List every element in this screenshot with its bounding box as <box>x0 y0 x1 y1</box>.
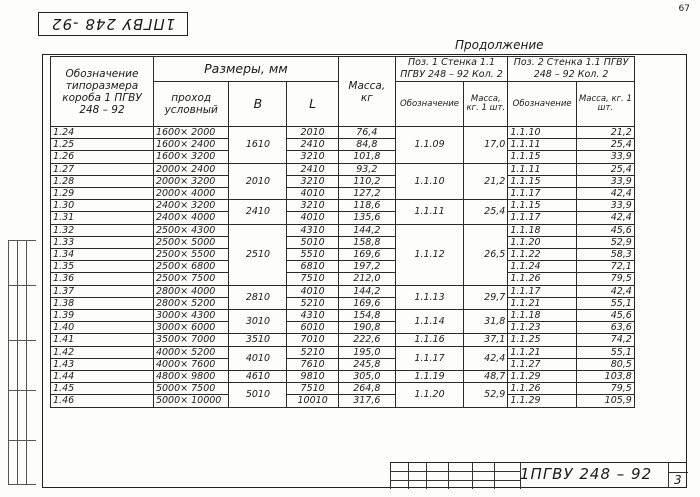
cell-poz1-designation: 1.1.14 <box>395 310 464 334</box>
cell-mass: 144,2 <box>338 224 395 236</box>
strip-tick <box>8 440 36 441</box>
table-row <box>51 127 680 139</box>
cell-designation: 1.40 <box>51 322 154 334</box>
table-row <box>51 249 680 261</box>
cell-poz2-designation: 1.1.21 <box>508 297 577 309</box>
sheet-number: 3 <box>674 473 682 487</box>
cell-poz2-mass: 42,4 <box>576 188 634 200</box>
table-row <box>51 322 680 334</box>
grid-line <box>426 463 427 489</box>
cell-poz2-designation: 1.1.15 <box>508 151 577 163</box>
document-code: 1ПГВУ 248 – 92 <box>520 465 653 483</box>
cell-passage: 2000× 2400 <box>153 163 229 175</box>
strip-line <box>8 240 9 485</box>
header-dimensions: Размеры, мм <box>153 57 338 82</box>
cell-poz2-designation: 1.1.29 <box>508 371 577 383</box>
cell-poz2-mass: 79,5 <box>576 383 634 395</box>
table-row <box>51 383 680 395</box>
table-row <box>51 236 680 248</box>
cell-passage: 2000× 4000 <box>153 188 229 200</box>
cell-poz1-designation: 1.1.17 <box>395 346 464 370</box>
cell-poz2-designation: 1.1.29 <box>508 395 577 407</box>
table-row <box>51 395 680 407</box>
cell-mass: 197,2 <box>338 261 395 273</box>
cell-passage: 5000× 10000 <box>153 395 229 407</box>
table-row <box>51 346 680 358</box>
strip-tick <box>8 285 36 286</box>
cell-designation: 1.33 <box>51 236 154 248</box>
cell-mass: 317,6 <box>338 395 395 407</box>
cell-poz1-designation: 1.1.12 <box>395 224 464 285</box>
strip-line <box>26 240 27 485</box>
cell-poz2-designation: 1.1.27 <box>508 358 577 370</box>
cell-poz1-designation: 1.1.09 <box>395 127 464 164</box>
cell-l: 5010 <box>287 236 338 248</box>
cell-l: 4010 <box>287 212 338 224</box>
cell-mass: 305,0 <box>338 371 395 383</box>
cell-poz1-mass: 31,8 <box>464 310 508 334</box>
cell-poz2-mass: 74,2 <box>576 334 634 346</box>
cell-designation: 1.45 <box>51 383 154 395</box>
cell-poz2-designation: 1.1.17 <box>508 285 577 297</box>
table-row <box>51 188 680 200</box>
cell-l: 5210 <box>287 297 338 309</box>
cell-l: 3210 <box>287 151 338 163</box>
grid-line <box>494 463 495 489</box>
cell-poz1-mass: 25,4 <box>464 200 508 224</box>
table-row <box>51 212 680 224</box>
cell-mass: 158,8 <box>338 236 395 248</box>
cell-poz2-mass: 45,6 <box>576 224 634 236</box>
cell-passage: 2500× 7500 <box>153 273 229 285</box>
cell-mass: 135,6 <box>338 212 395 224</box>
cell-b: 2010 <box>229 163 287 200</box>
header-row-1 <box>51 57 680 82</box>
table-row <box>51 163 680 175</box>
cell-designation: 1.46 <box>51 395 154 407</box>
cell-poz2-mass: 55,1 <box>576 297 634 309</box>
cell-poz1-designation: 1.1.16 <box>395 334 464 346</box>
strip-tick <box>8 390 36 391</box>
cell-b: 2810 <box>229 285 287 309</box>
cell-designation: 1.32 <box>51 224 154 236</box>
cell-poz2-designation: 1.1.24 <box>508 261 577 273</box>
cell-poz2-designation: 1.1.15 <box>508 200 577 212</box>
cell-passage: 2800× 4000 <box>153 285 229 297</box>
header-mass: Масса, кг <box>338 57 395 127</box>
cell-designation: 1.42 <box>51 346 154 358</box>
cell-designation: 1.25 <box>51 139 154 151</box>
cell-poz2-mass: 105,9 <box>576 395 634 407</box>
cell-designation: 1.35 <box>51 261 154 273</box>
cell-designation: 1.39 <box>51 310 154 322</box>
cell-l: 9810 <box>287 371 338 383</box>
cell-poz2-mass: 45,6 <box>576 310 634 322</box>
cell-poz1-designation: 1.1.11 <box>395 200 464 224</box>
sheet-box <box>668 462 688 488</box>
cell-mass: 264,8 <box>338 383 395 395</box>
cell-mass: 144,2 <box>338 285 395 297</box>
cell-l: 7510 <box>287 383 338 395</box>
cell-passage: 2500× 5000 <box>153 236 229 248</box>
grid-line <box>472 463 473 489</box>
cell-mass: 101,8 <box>338 151 395 163</box>
cell-b: 4010 <box>229 346 287 370</box>
cell-l: 7010 <box>287 334 338 346</box>
cell-b: 5010 <box>229 383 287 407</box>
header-l: L <box>287 82 338 127</box>
cell-designation: 1.26 <box>51 151 154 163</box>
table-body <box>51 57 680 408</box>
table-row <box>51 371 680 383</box>
cell-poz2-designation: 1.1.26 <box>508 383 577 395</box>
cell-l: 4310 <box>287 310 338 322</box>
cell-b: 2510 <box>229 224 287 285</box>
cell-designation: 1.24 <box>51 127 154 139</box>
cell-poz2-designation: 1.1.25 <box>508 334 577 346</box>
cell-passage: 2400× 3200 <box>153 200 229 212</box>
cell-poz2-mass: 21,2 <box>576 127 634 139</box>
cell-designation: 1.37 <box>51 285 154 297</box>
strip-line <box>17 240 18 485</box>
rotated-stamp <box>38 12 188 36</box>
header-passage: проход условный <box>153 82 229 127</box>
cell-poz2-designation: 1.1.21 <box>508 346 577 358</box>
grid-line <box>390 463 391 489</box>
cell-l: 7610 <box>287 358 338 370</box>
header-b: B <box>229 82 287 127</box>
cell-l: 3210 <box>287 200 338 212</box>
cell-mass: 93,2 <box>338 163 395 175</box>
cell-poz2-mass: 80,5 <box>576 358 634 370</box>
cell-passage: 4000× 5200 <box>153 346 229 358</box>
cell-mass: 76,4 <box>338 127 395 139</box>
cell-poz1-mass: 42,4 <box>464 346 508 370</box>
cell-mass: 127,2 <box>338 188 395 200</box>
cell-designation: 1.34 <box>51 249 154 261</box>
cell-mass: 245,8 <box>338 358 395 370</box>
header-poz1-mass: Масса, кг. 1 шт. <box>464 82 508 127</box>
cell-passage: 2400× 4000 <box>153 212 229 224</box>
cell-poz2-mass: 25,4 <box>576 163 634 175</box>
cell-mass: 84,8 <box>338 139 395 151</box>
cell-l: 5510 <box>287 249 338 261</box>
cell-l: 4010 <box>287 285 338 297</box>
cell-poz2-designation: 1.1.18 <box>508 310 577 322</box>
cell-poz2-designation: 1.1.20 <box>508 236 577 248</box>
cell-poz2-designation: 1.1.18 <box>508 224 577 236</box>
cell-poz2-designation: 1.1.15 <box>508 175 577 187</box>
table-row <box>51 310 680 322</box>
cell-poz2-designation: 1.1.17 <box>508 188 577 200</box>
cell-designation: 1.28 <box>51 175 154 187</box>
cell-poz2-mass: 33,9 <box>576 175 634 187</box>
grid-line <box>408 463 409 489</box>
title-block-grid <box>390 463 520 489</box>
cell-passage: 2500× 6800 <box>153 261 229 273</box>
cell-b: 4610 <box>229 371 287 383</box>
cell-passage: 1600× 2400 <box>153 139 229 151</box>
cell-poz2-designation: 1.1.11 <box>508 163 577 175</box>
cell-b: 3010 <box>229 310 287 334</box>
cell-designation: 1.29 <box>51 188 154 200</box>
cell-mass: 118,6 <box>338 200 395 212</box>
cell-poz1-mass: 17,0 <box>464 127 508 164</box>
cell-designation: 1.27 <box>51 163 154 175</box>
table-row <box>51 297 680 309</box>
cell-passage: 2000× 3200 <box>153 175 229 187</box>
table-row <box>51 175 680 187</box>
table-row <box>51 358 680 370</box>
table-row <box>51 261 680 273</box>
cell-mass: 169,6 <box>338 297 395 309</box>
page-number: 67 <box>678 4 690 14</box>
cell-poz2-mass: 25,4 <box>576 139 634 151</box>
cell-poz1-designation: 1.1.20 <box>395 383 464 407</box>
cell-poz2-designation: 1.1.26 <box>508 273 577 285</box>
cell-l: 4310 <box>287 224 338 236</box>
cell-poz2-mass: 52,9 <box>576 236 634 248</box>
grid-line <box>390 480 520 481</box>
cell-l: 7510 <box>287 273 338 285</box>
cell-poz1-mass: 52,9 <box>464 383 508 407</box>
strip-tick <box>8 484 36 485</box>
cell-mass: 154,8 <box>338 310 395 322</box>
cell-poz1-mass: 26,5 <box>464 224 508 285</box>
continuation-label: Продолжение <box>455 38 544 52</box>
cell-poz1-mass: 37,1 <box>464 334 508 346</box>
table-row <box>51 285 680 297</box>
cell-designation: 1.36 <box>51 273 154 285</box>
table-row <box>51 334 680 346</box>
strip-tick <box>8 240 36 241</box>
cell-l: 6810 <box>287 261 338 273</box>
cell-poz2-mass: 63,6 <box>576 322 634 334</box>
cell-mass: 110,2 <box>338 175 395 187</box>
cell-poz1-mass: 48,7 <box>464 371 508 383</box>
cell-poz2-mass: 103,8 <box>576 371 634 383</box>
cell-passage: 3500× 7000 <box>153 334 229 346</box>
cell-poz2-mass: 79,5 <box>576 273 634 285</box>
cell-poz2-designation: 1.1.22 <box>508 249 577 261</box>
cell-poz2-mass: 58,3 <box>576 249 634 261</box>
cell-l: 2410 <box>287 139 338 151</box>
cell-mass: 190,8 <box>338 322 395 334</box>
cell-passage: 2500× 4300 <box>153 224 229 236</box>
grid-line <box>390 471 520 472</box>
cell-mass: 169,6 <box>338 249 395 261</box>
header-poz2-mass: Масса, кг. 1 шт. <box>576 82 634 127</box>
cell-poz2-mass: 42,4 <box>576 212 634 224</box>
cell-l: 2410 <box>287 163 338 175</box>
cell-l: 5210 <box>287 346 338 358</box>
cell-poz2-designation: 1.1.17 <box>508 212 577 224</box>
cell-passage: 1600× 3200 <box>153 151 229 163</box>
cell-poz2-mass: 55,1 <box>576 346 634 358</box>
cell-l: 3210 <box>287 175 338 187</box>
cell-designation: 1.30 <box>51 200 154 212</box>
cell-poz2-mass: 72,1 <box>576 261 634 273</box>
cell-l: 6010 <box>287 322 338 334</box>
cell-designation: 1.44 <box>51 371 154 383</box>
cell-poz1-mass: 21,2 <box>464 163 508 200</box>
cell-designation: 1.38 <box>51 297 154 309</box>
stamp-text: 1ПГВУ 248 -92 <box>50 15 176 33</box>
side-stamp-strip <box>8 240 36 485</box>
header-poz2: Поз. 2 Стенка 1.1 ПГВУ 248 – 92 Кол. 2 <box>508 57 635 82</box>
cell-poz2-designation: 1.1.11 <box>508 139 577 151</box>
cell-poz1-mass: 29,7 <box>464 285 508 309</box>
strip-tick <box>8 340 36 341</box>
cell-l: 10010 <box>287 395 338 407</box>
cell-designation: 1.41 <box>51 334 154 346</box>
header-poz1-designation: Обозначение <box>395 82 464 127</box>
cell-designation: 1.31 <box>51 212 154 224</box>
cell-passage: 3000× 6000 <box>153 322 229 334</box>
header-designation: Обозначение типоразмера короба 1 ПГВУ 248 – 92 <box>51 57 154 127</box>
cell-mass: 212,0 <box>338 273 395 285</box>
cell-passage: 4000× 7600 <box>153 358 229 370</box>
cell-l: 4010 <box>287 188 338 200</box>
cell-b: 2410 <box>229 200 287 224</box>
cell-mass: 222,6 <box>338 334 395 346</box>
cell-poz1-designation: 1.1.13 <box>395 285 464 309</box>
table-row <box>51 273 680 285</box>
header-poz1: Поз. 1 Стенка 1.1 ПГВУ 248 – 92 Кол. 2 <box>395 57 508 82</box>
cell-mass: 195,0 <box>338 346 395 358</box>
cell-l: 2010 <box>287 127 338 139</box>
table-row <box>51 224 680 236</box>
cell-poz2-designation: 1.1.23 <box>508 322 577 334</box>
table-row <box>51 151 680 163</box>
cell-poz1-designation: 1.1.19 <box>395 371 464 383</box>
cell-passage: 4800× 9800 <box>153 371 229 383</box>
cell-passage: 2800× 5200 <box>153 297 229 309</box>
cell-passage: 5000× 7500 <box>153 383 229 395</box>
cell-b: 3510 <box>229 334 287 346</box>
header-poz2-designation: Обозначение <box>508 82 577 127</box>
grid-line <box>448 463 449 489</box>
cell-poz2-mass: 33,9 <box>576 200 634 212</box>
cell-passage: 3000× 4300 <box>153 310 229 322</box>
table-row <box>51 200 680 212</box>
cell-poz2-mass: 33,9 <box>576 151 634 163</box>
cell-passage: 2500× 5500 <box>153 249 229 261</box>
cell-b: 1610 <box>229 127 287 164</box>
cell-designation: 1.43 <box>51 358 154 370</box>
table-row <box>51 139 680 151</box>
cell-poz2-designation: 1.1.10 <box>508 127 577 139</box>
specification-table <box>50 56 680 408</box>
cell-passage: 1600× 2000 <box>153 127 229 139</box>
cell-poz1-designation: 1.1.10 <box>395 163 464 200</box>
cell-poz2-mass: 42,4 <box>576 285 634 297</box>
